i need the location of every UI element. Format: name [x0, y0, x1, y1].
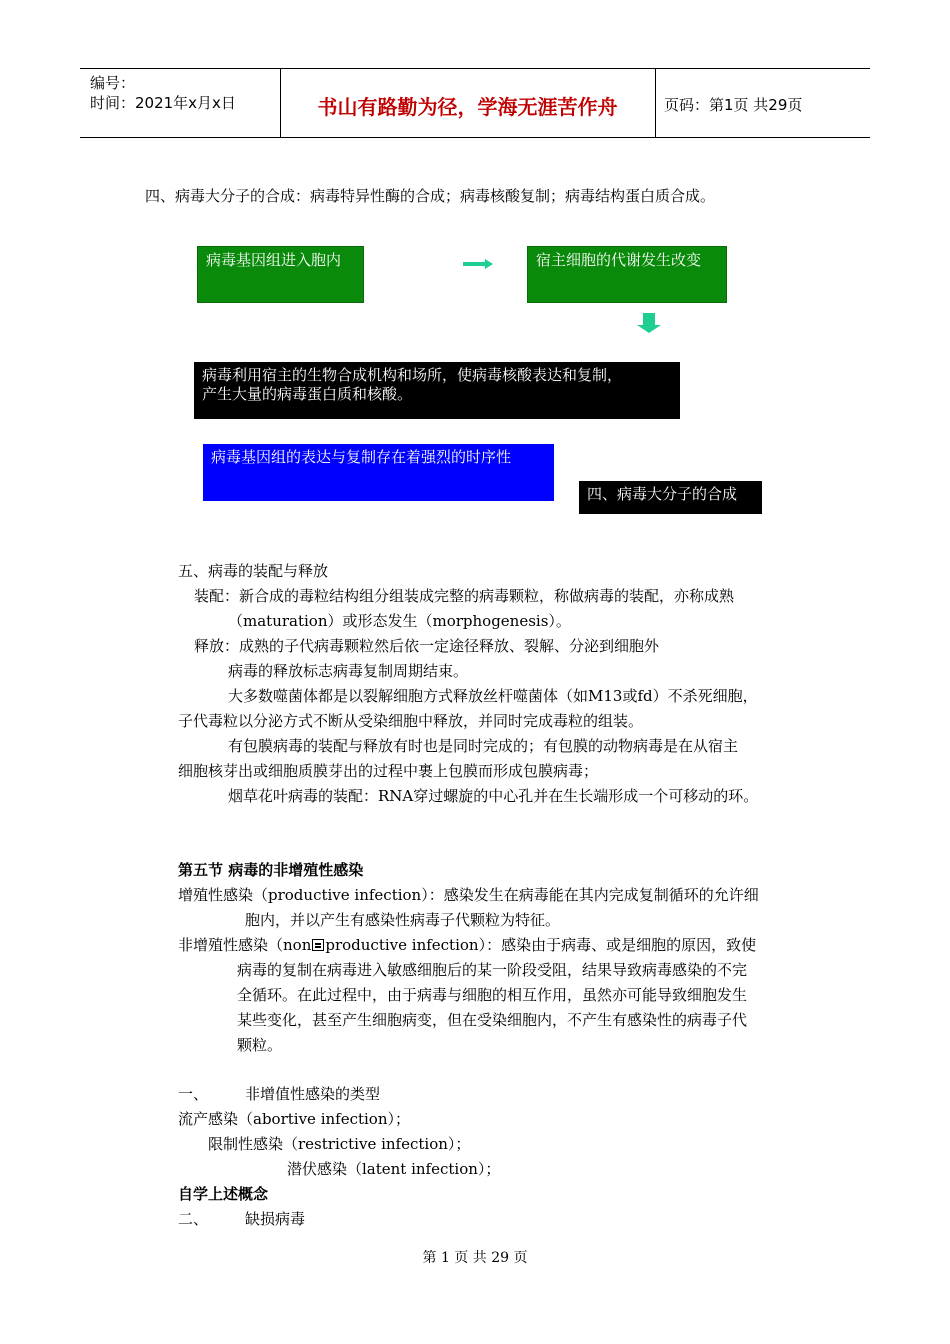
section4-heading: 四、病毒大分子的合成：病毒特异性酶的合成；病毒核酸复制；病毒结构蛋白质合成。: [145, 187, 716, 205]
doc-number-label: 编号：: [90, 74, 136, 92]
flow-box-host-machinery-line2: 产生大量的病毒蛋白质和核酸。: [202, 385, 413, 403]
header-page-info: 页码：第1页 共29页: [664, 96, 803, 114]
flow-box-genome-entry: 病毒基因组进入胞内: [197, 246, 364, 303]
latent-infection: 潜伏感染（latent infection）；: [287, 1160, 501, 1178]
types-title: 非增值性感染的类型: [245, 1085, 381, 1103]
assembly-line1: 装配：新合成的毒粒结构组分组装成完整的病毒颗粒，称做病毒的装配，亦称成熟: [194, 587, 735, 605]
nonproductive-line1: [178, 935, 756, 955]
productive-line1: 增殖性感染（productive infection）：感染发生在病毒能在其内完成复制循环的允许细: [178, 886, 759, 904]
tmv-line: 烟草花叶病毒的装配：RNA穿过螺旋的中心孔并在生长端形成一个可移动的环。: [228, 787, 759, 805]
envelope-line2: 细胞核芽出或细胞质膜芽出的过程中裹上包膜而形成包膜病毒；: [178, 762, 599, 780]
self-study-note: 自学上述概念: [178, 1185, 269, 1203]
chapter5-title: 第五节 病毒的非增殖性感染: [178, 861, 364, 879]
types-number: 一、: [178, 1085, 209, 1103]
restrictive-infection: 限制性感染（restrictive infection）；: [208, 1135, 471, 1153]
abortive-infection: 流产感染（abortive infection）；: [178, 1110, 410, 1128]
page-header: [80, 68, 870, 138]
header-divider: [655, 69, 656, 137]
nonproductive-line3: 全循环。在此过程中，由于病毒与细胞的相互作用，虽然亦可能导致细胞发生: [237, 986, 748, 1004]
page-footer: 第 1 页 共 29 页: [422, 1250, 528, 1266]
defective-title: 缺损病毒: [245, 1210, 306, 1228]
nonproductive-prefix: 非增殖性感染（non: [178, 936, 312, 954]
envelope-line1: 有包膜病毒的装配与释放有时也是同时完成的；有包膜的动物病毒是在从宿主: [228, 737, 739, 755]
flow-box-macromolecule-synthesis: 四、病毒大分子的合成: [579, 481, 762, 514]
nonproductive-suffix: productive infection）：感染由于病毒、或是细胞的原因，致使: [325, 936, 757, 954]
productive-line2: 胞内，并以产生有感染性病毒子代颗粒为特征。: [245, 911, 561, 929]
release-line2: 病毒的释放标志病毒复制周期结束。: [228, 662, 469, 680]
phage-line1: 大多数噬菌体都是以裂解细胞方式释放丝杆噬菌体（如M13或fd）不杀死细胞，: [228, 687, 758, 705]
nonproductive-line4: 某些变化，甚至产生细胞病变，但在受染细胞内，不产生有感染性的病毒子代: [237, 1011, 748, 1029]
flow-box-host-machinery-line1: 病毒利用宿主的生物合成机构和场所，使病毒核酸表达和复制，: [202, 366, 623, 384]
doc-time-label: 时间：2021年x月x日: [90, 94, 236, 112]
phage-line2: 子代毒粒以分泌方式不断从受染细胞中释放，并同时完成毒粒的组装。: [178, 712, 644, 730]
header-motto: 书山有路勤为径，学海无涯苦作舟: [317, 95, 618, 119]
flow-box-temporal-order: 病毒基因组的表达与复制存在着强烈的时序性: [203, 444, 554, 501]
embedded-object-icon: [312, 939, 324, 951]
release-line1: 释放：成熟的子代病毒颗粒然后依一定途径释放、裂解、分泌到细胞外: [194, 637, 660, 655]
header-meta: [90, 73, 236, 113]
flow-box-metabolism-change: 宿主细胞的代谢发生改变: [527, 246, 727, 303]
section5-title: 五、病毒的装配与释放: [178, 562, 329, 580]
arrow-right-icon: [463, 259, 493, 269]
defective-number: 二、: [178, 1210, 209, 1228]
flow-box-host-machinery: [194, 362, 680, 419]
nonproductive-line5: 颗粒。: [237, 1036, 283, 1054]
arrow-down-icon: [637, 313, 661, 333]
nonproductive-line2: 病毒的复制在病毒进入敏感细胞后的某一阶段受阻，结果导致病毒感染的不完: [237, 961, 748, 979]
assembly-line2: （maturation）或形态发生（morphogenesis）。: [228, 612, 571, 630]
